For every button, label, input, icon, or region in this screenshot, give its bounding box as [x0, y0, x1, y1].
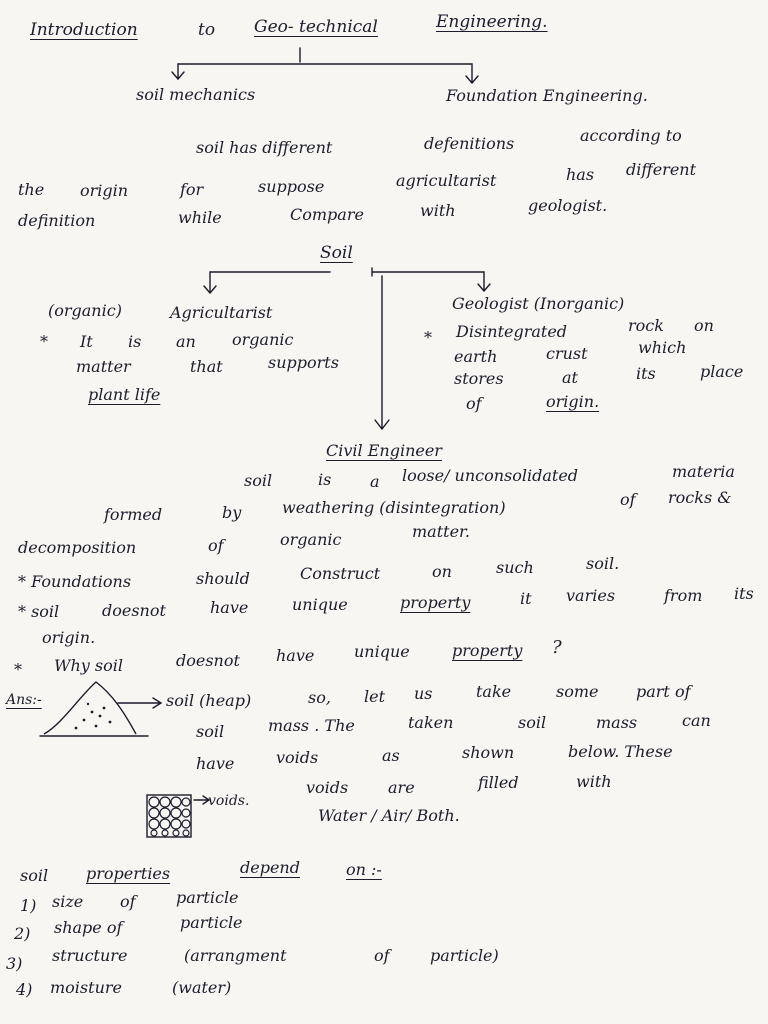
- property-word: of: [120, 892, 136, 911]
- property-num: 2): [14, 924, 31, 943]
- intro-word: geologist.: [528, 196, 608, 215]
- inorganic-word: Disintegrated: [456, 322, 568, 341]
- bullet-word: Why soil: [54, 656, 123, 675]
- bullet-word: unique: [354, 642, 410, 661]
- inorganic-word: on: [694, 316, 714, 335]
- answer-word: filled: [478, 773, 519, 792]
- inorganic-word: its: [636, 364, 656, 383]
- civil-word: of: [208, 536, 224, 555]
- heading-to: to: [198, 20, 216, 40]
- civil-word: formed: [104, 505, 163, 524]
- bullet-continuation: origin.: [42, 628, 96, 647]
- answer-word: take: [476, 682, 512, 701]
- inorganic-word: at: [562, 368, 578, 387]
- answer-word: mass . The: [268, 716, 355, 735]
- soil-arrow-down: [375, 276, 389, 429]
- soil-heap-figure: [40, 676, 148, 738]
- property-word: shape of: [54, 918, 123, 937]
- heading-engineering: Engineering.: [436, 12, 548, 32]
- civil-word: of: [620, 490, 636, 509]
- answer-water-air: Water / Air/ Both.: [318, 806, 460, 825]
- inorganic-word: place: [700, 362, 744, 381]
- organic-word: that: [190, 357, 223, 376]
- intro-word: Compare: [290, 205, 364, 224]
- organic-word: an: [176, 332, 196, 351]
- bullet-word: Construct: [300, 564, 381, 583]
- bullet-word: doesnot: [176, 651, 240, 670]
- property-num: 1): [20, 896, 37, 915]
- intro-word: origin: [80, 181, 129, 200]
- inorganic-word: which: [638, 338, 687, 357]
- bullet-word: unique: [292, 595, 348, 614]
- inorganic-word: of: [466, 394, 482, 413]
- bullet-word: *: [14, 660, 22, 679]
- answer-word: with: [576, 772, 612, 791]
- answer-word: soil: [196, 722, 225, 741]
- answer-word: have: [196, 754, 235, 773]
- intro-word: has: [566, 165, 595, 184]
- answer-word: mass: [596, 713, 638, 732]
- intro-word: the: [18, 180, 45, 199]
- intro-word: with: [420, 201, 456, 220]
- bullet-word: * soil: [18, 602, 60, 621]
- civil-word: by: [222, 503, 242, 522]
- civil-word: organic: [280, 530, 342, 549]
- civil-word: soil: [244, 471, 273, 490]
- civil-word: a: [370, 472, 380, 491]
- bullet-word: have: [210, 598, 249, 617]
- voids-grid-figure: [146, 794, 192, 838]
- bullet-word: should: [196, 569, 250, 588]
- organic-word: is: [128, 332, 142, 351]
- tree-arrow-left: [172, 64, 184, 79]
- properties-title-word: soil: [20, 866, 49, 885]
- branch-foundation-engineering: Foundation Engineering.: [446, 86, 648, 105]
- property-word: structure: [52, 946, 128, 965]
- answer-word: can: [682, 711, 711, 730]
- intro-word: soil has different: [196, 138, 333, 157]
- bullet-word: soil.: [586, 554, 620, 573]
- voids-label: voids.: [208, 793, 250, 809]
- bullet-word: from: [664, 586, 703, 605]
- intro-word: different: [626, 160, 697, 179]
- organic-word: It: [80, 332, 93, 351]
- tree-arrow-right: [466, 64, 478, 83]
- intro-word: definition: [18, 211, 96, 230]
- bullet-word: have: [276, 646, 315, 665]
- voids-arrow: [194, 796, 209, 804]
- answer-word: taken: [408, 713, 454, 732]
- intro-word: for: [180, 180, 204, 199]
- bullet-word: its: [734, 584, 754, 603]
- heading-geo-technical: Geo- technical: [254, 17, 378, 37]
- intro-word: agricultarist: [396, 171, 497, 190]
- property-word: particle): [430, 946, 499, 965]
- inorganic-word: crust: [546, 344, 588, 363]
- civil-heading: Civil Engineer: [326, 441, 442, 460]
- soil-bar: [210, 268, 484, 276]
- heading-introduction: Introduction: [30, 20, 138, 40]
- property-word: size: [52, 892, 84, 911]
- civil-word: decomposition: [18, 538, 137, 557]
- answer-word: us: [414, 684, 433, 703]
- answer-word: are: [388, 778, 415, 797]
- soil-title: Soil: [320, 243, 353, 263]
- inorganic-word: earth: [454, 347, 498, 366]
- civil-word: matter.: [412, 522, 471, 541]
- civil-word: loose/ unconsolidated: [402, 466, 579, 485]
- properties-title-word: on :-: [346, 860, 382, 879]
- property-word: (water): [172, 978, 232, 997]
- organic-word: matter: [76, 357, 131, 376]
- answer-label: Ans:-: [6, 692, 42, 708]
- bullet-word: property: [452, 641, 523, 660]
- soil-arrow-right: [478, 272, 490, 291]
- inorganic-word: rock: [628, 316, 664, 335]
- property-word: moisture: [50, 978, 122, 997]
- branch-soil-mechanics: soil mechanics: [136, 85, 256, 104]
- answer-word: soil: [518, 713, 547, 732]
- bullet-word: varies: [566, 586, 616, 605]
- civil-word: materia: [672, 462, 735, 481]
- property-num: 3): [6, 954, 23, 973]
- bullet-word: such: [496, 558, 534, 577]
- bullet-word: it: [520, 589, 532, 608]
- organic-heading: Agricultarist: [170, 303, 273, 322]
- organic-plant-life: plant life: [88, 385, 161, 404]
- organic-word: supports: [268, 353, 339, 372]
- intro-word: defenitions: [424, 134, 515, 153]
- property-word: (arrangment: [184, 946, 287, 965]
- answer-word: shown: [462, 743, 515, 762]
- organic-word: organic: [232, 330, 294, 349]
- property-word: particle: [180, 913, 243, 932]
- civil-word: is: [318, 470, 332, 489]
- organic-bullet: *: [40, 332, 48, 351]
- bullet-word: property: [400, 593, 471, 612]
- bullet-word: on: [432, 562, 452, 581]
- answer-word: voids: [276, 748, 319, 767]
- civil-word: rocks &: [668, 488, 732, 507]
- properties-title-word: properties: [86, 864, 171, 883]
- answer-word: as: [382, 746, 400, 765]
- soil-arrow-left: [204, 272, 216, 293]
- intro-word: while: [178, 208, 222, 227]
- answer-word: some: [556, 682, 599, 701]
- property-num: 4): [16, 980, 33, 999]
- intro-word: according to: [580, 126, 682, 145]
- bullet-word: doesnot: [102, 601, 166, 620]
- answer-word: below. These: [568, 742, 673, 761]
- answer-word: part of: [636, 682, 691, 701]
- properties-title-word: depend: [240, 858, 300, 877]
- answer-word: let: [364, 687, 386, 706]
- answer-word: soil (heap): [166, 691, 252, 710]
- inorganic-word: origin.: [546, 392, 600, 411]
- bullet-word: * Foundations: [18, 572, 132, 591]
- bullet-word: ?: [552, 637, 562, 658]
- civil-word: weathering (disintegration): [282, 498, 506, 517]
- property-word: particle: [176, 888, 239, 907]
- intro-word: suppose: [258, 177, 325, 196]
- answer-word: so,: [308, 688, 331, 707]
- property-word: of: [374, 946, 390, 965]
- inorganic-word: stores: [454, 369, 504, 388]
- inorganic-bullet: *: [424, 328, 432, 347]
- inorganic-heading: Geologist (Inorganic): [452, 294, 625, 313]
- organic-tag: (organic): [48, 301, 122, 320]
- answer-word: voids: [306, 778, 349, 797]
